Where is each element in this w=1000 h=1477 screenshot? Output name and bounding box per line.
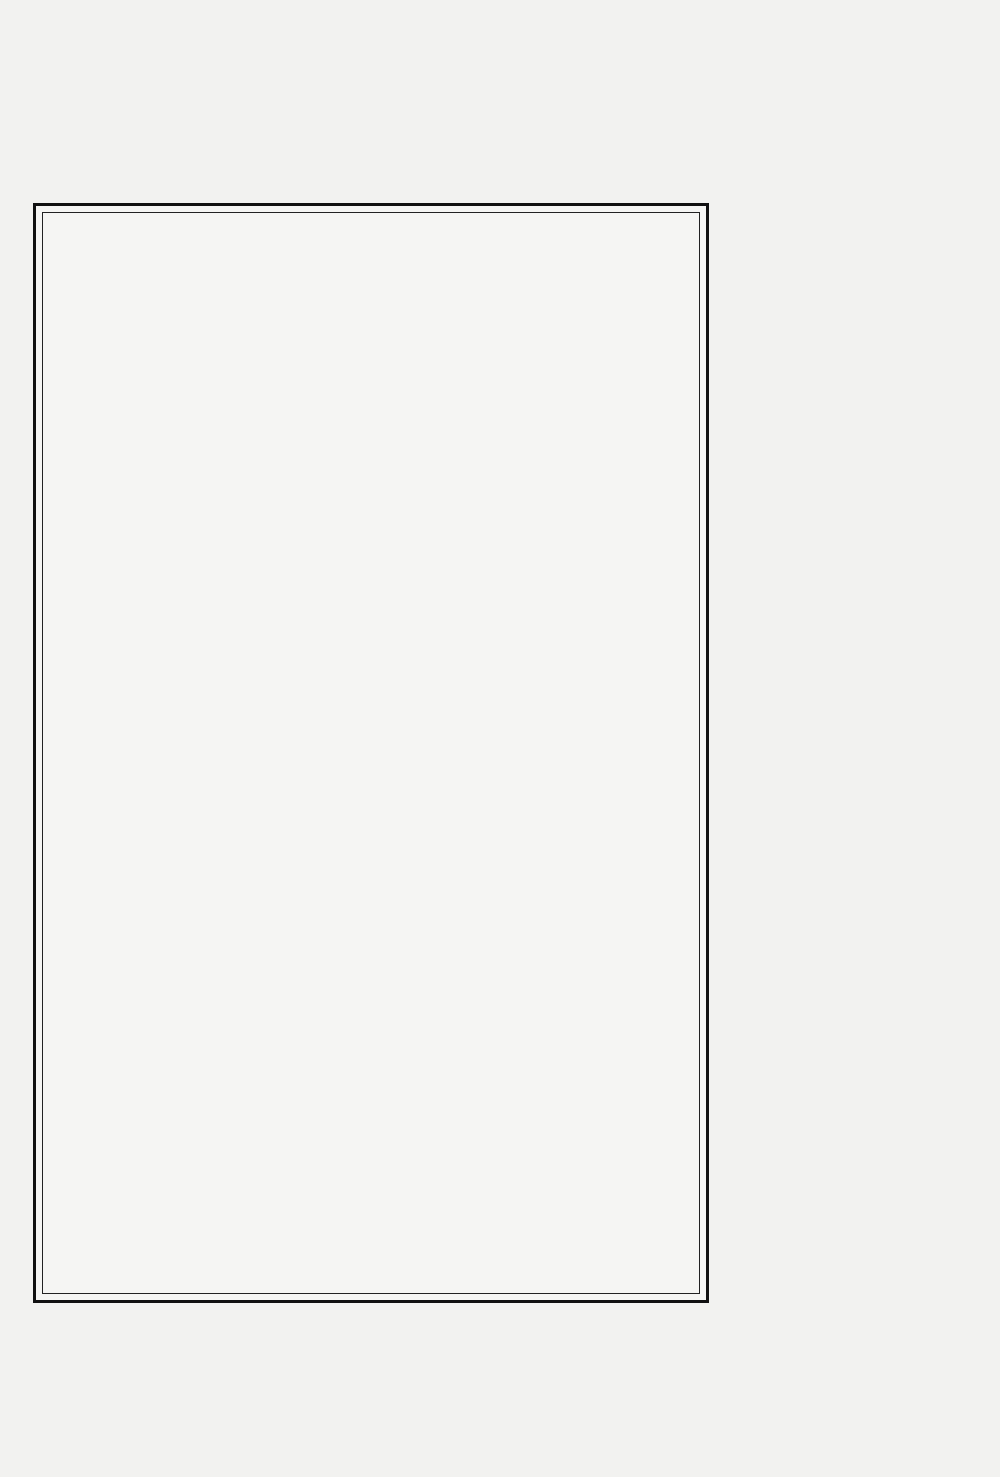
catchword [128, 1343, 198, 1383]
text-frame-outer [33, 203, 709, 1303]
text-frame-inner [42, 212, 700, 1294]
manuscript-text-block [65, 235, 677, 1271]
